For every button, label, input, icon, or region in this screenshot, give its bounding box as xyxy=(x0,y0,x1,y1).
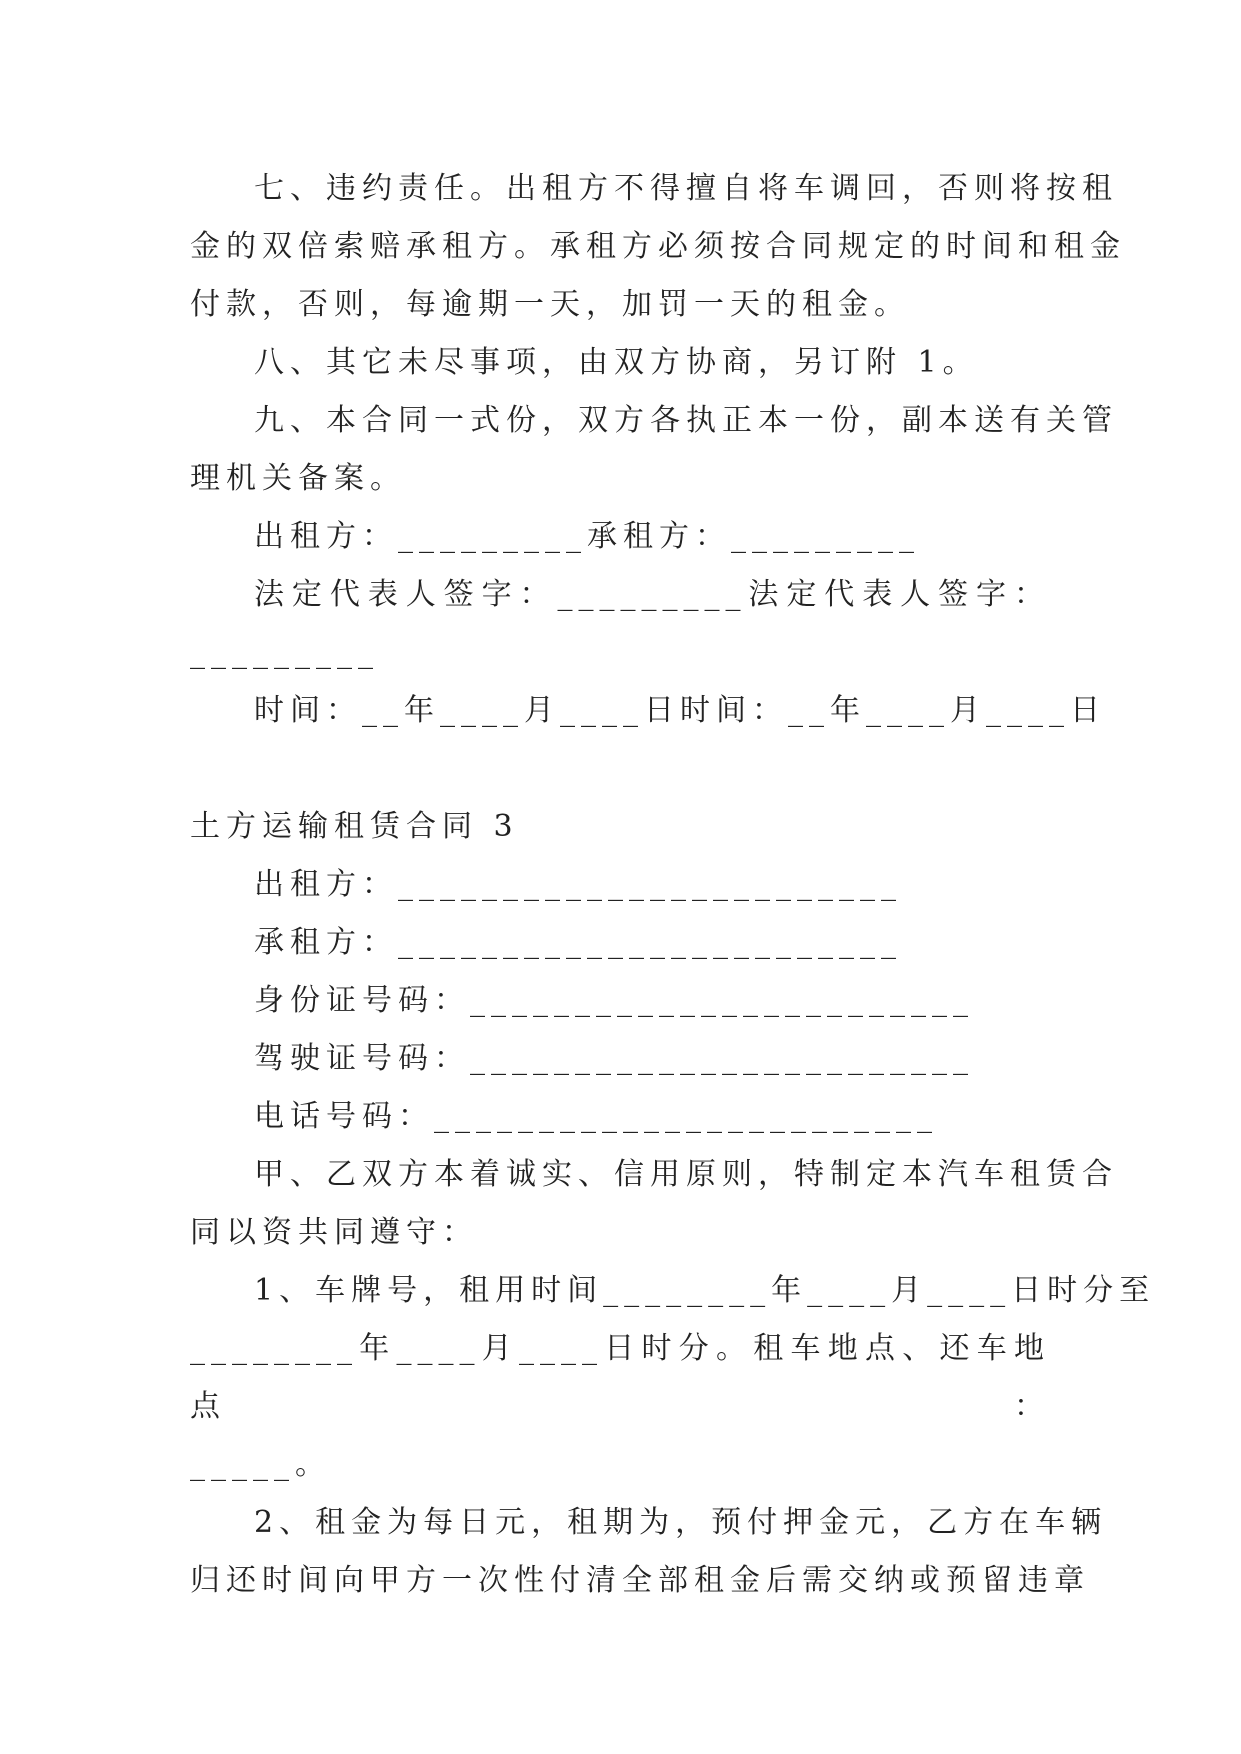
clause-1-line-3: _____。 xyxy=(190,1447,331,1482)
clause-8: 八、其它未尽事项，由双方协商，另订附 1。 xyxy=(254,345,979,380)
lessor-field: 出租方：________________________ xyxy=(254,867,902,902)
clause-1-line-1: 1、车牌号，租用时间________年____月____日时分至 xyxy=(254,1273,1156,1308)
signature-parties: 出租方：_________承租方：_________ xyxy=(254,519,920,554)
clause-7-line-3: 付款，否则，每逾期一天，加罚一天的租金。 xyxy=(190,287,910,322)
phone-field: 电话号码：________________________ xyxy=(254,1099,938,1134)
document-body xyxy=(190,160,1156,1610)
contract-title: 土方运输租赁合同 3 xyxy=(190,809,519,844)
intro-line-1: 甲、乙双方本着诚实、信用原则，特制定本汽车租赁合 xyxy=(254,1157,1118,1192)
clause-2-line-2: 归还时间向甲方一次性付清全部租金后需交纳或预留违章 xyxy=(190,1563,1090,1598)
section-spacer xyxy=(190,740,1050,798)
signature-dates: 时间：__年____月____日时间：__年____月____日 xyxy=(254,693,1106,728)
clause-9-line-1: 九、本合同一式份，双方各执正本一份，副本送有关管 xyxy=(254,403,1118,438)
clause-7-line-1: 七、违约责任。出租方不得擅自将车调回，否则将按租 xyxy=(254,171,1118,206)
signature-representatives-blank: _________ xyxy=(190,635,379,670)
lessee-field: 承租方：________________________ xyxy=(254,925,902,960)
clause-1-line-2: ________年____月____日时分。租车地点、还车地点： xyxy=(190,1331,1050,1424)
clause-9-line-2: 理机关备案。 xyxy=(190,461,406,496)
clause-7-line-2: 金的双倍索赔承租方。承租方必须按合同规定的时间和租金 xyxy=(190,229,1126,264)
signature-representatives: 法定代表人签字：_________法定代表人签字： xyxy=(254,577,1050,612)
id-number-field: 身份证号码：________________________ xyxy=(254,983,974,1018)
clause-2-line-1: 2、租金为每日元，租期为，预付押金元，乙方在车辆 xyxy=(254,1505,1108,1540)
license-number-field: 驾驶证号码：________________________ xyxy=(254,1041,974,1076)
intro-line-2: 同以资共同遵守： xyxy=(190,1215,478,1250)
